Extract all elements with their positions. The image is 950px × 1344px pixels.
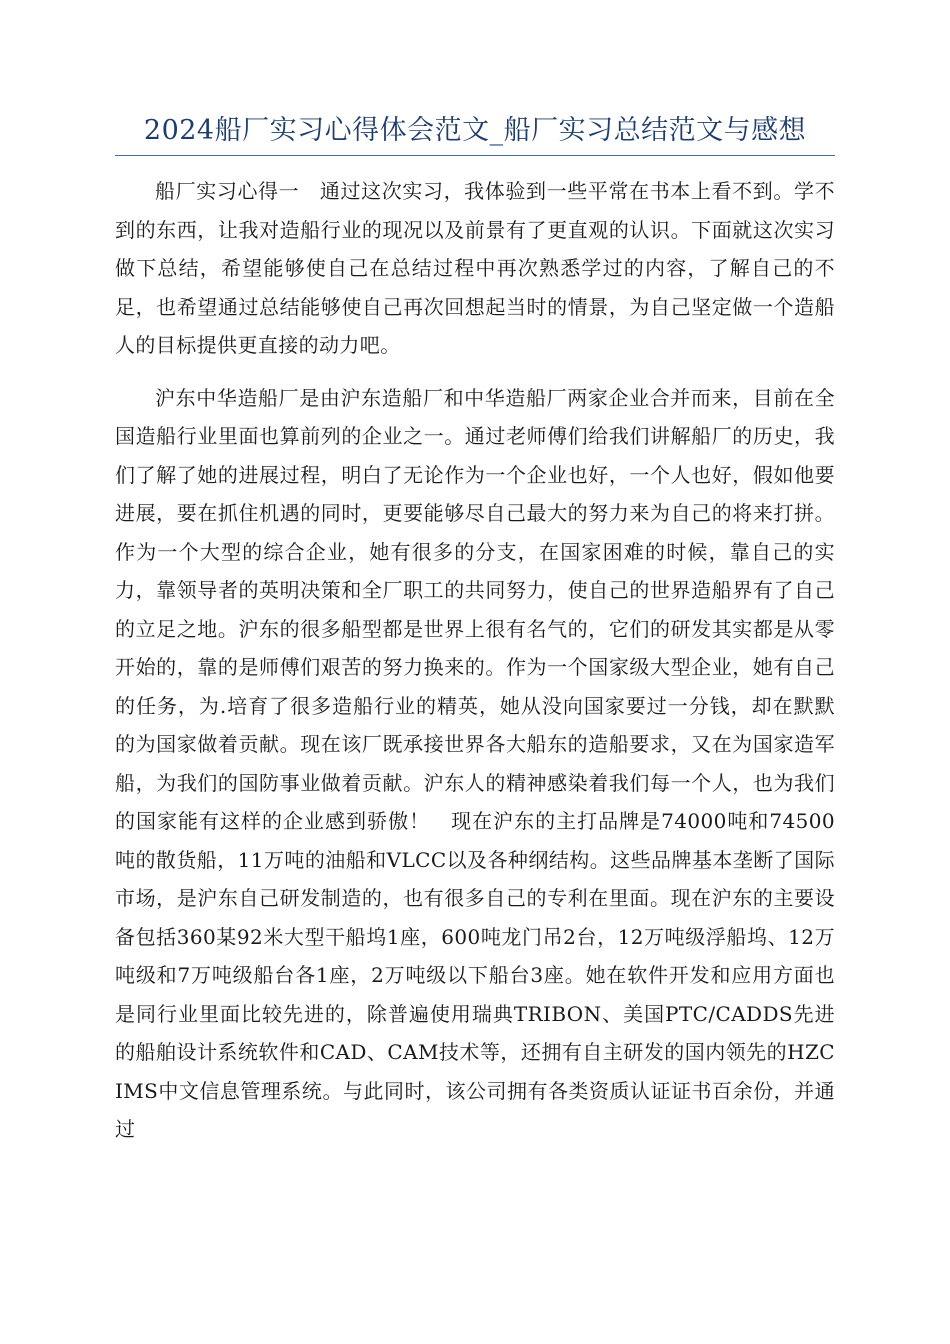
paragraph-1: 船厂实习心得一 通过这次实习，我体验到一些平常在书本上看不到。学不到的东西，让我对造船行业的现况以及前景有了更直观的认识。下面就这次实习做下总结，希望能够使自己在总结过程中再次熟悉学过的内容，了解自己的不足，也希望通过总结能够使自己再次回想起当时的情景，为自己坚定做一个造船人的目标提供更直接的动力吧。 — [115, 179, 835, 357]
title-block — [115, 112, 835, 156]
document-title: 2024船厂实习心得体会范文_船厂实习总结范文与感想 — [143, 115, 807, 146]
document-body — [115, 172, 835, 1163]
paragraph-2: 沪东中华造船厂是由沪东造船厂和中华造船厂两家企业合并而来，目前在全国造船行业里面也算前列的企业之一。通过老师傅们给我们讲解船厂的历史，我们了解了她的进展过程，明白了无论作为一个企业也好，一个人也好，假如他要进展，要在抓住机遇的同时，更要能够尽自己最大的努力来为自己的将来打拼。作为一个大型的综合企业，她有很多的分支，在国家困难的时候，靠自己的实力，靠领导者的英明决策和全厂职工的共同努力，使自己的世界造船界有了自己的立足之地。沪东的很多船型都是世界上很有名气的，它们的研发其实都是从零开始的，靠的是师傅们艰苦的努力换来的。作为一个国家级大型企业，她有自己的任务，为.培育了很多造船行业的精英，她从没向国家要过一分钱，却在默默的为国家做着贡献。现在该厂既承接世界各大船东的造船要求，又在为国家造军船，为我们的国防事业做着贡献。沪东人的精神感染着我们每一个人，也为我们的国家能有这样的企业感到骄傲！ 现在沪东的主打品牌是74000吨和74500吨的散货船，11万吨的油船和VLCC以及各种纲结构。这些品牌基本垄断了国际市场，是沪东自己研发制造的，也有很多自己的专利在里面。现在沪东的主要设备包括360某92米大型干船坞1座，600吨龙门吊2台，12万吨级浮船坞、12万吨级和7万吨级船台各1座，2万吨级以下船台3座。她在软件开发和应用方面也是同行业里面比较先进的，除普遍使用瑞典TRIBON、美国PTC/CADDS先进的船舶设计系统软件和CAD、CAM技术等，还拥有自主研发的国内领先的HZCIMS中文信息管理系统。与此同时，该公司拥有各类资质认证证书百余份，并通过 — [115, 385, 835, 1141]
